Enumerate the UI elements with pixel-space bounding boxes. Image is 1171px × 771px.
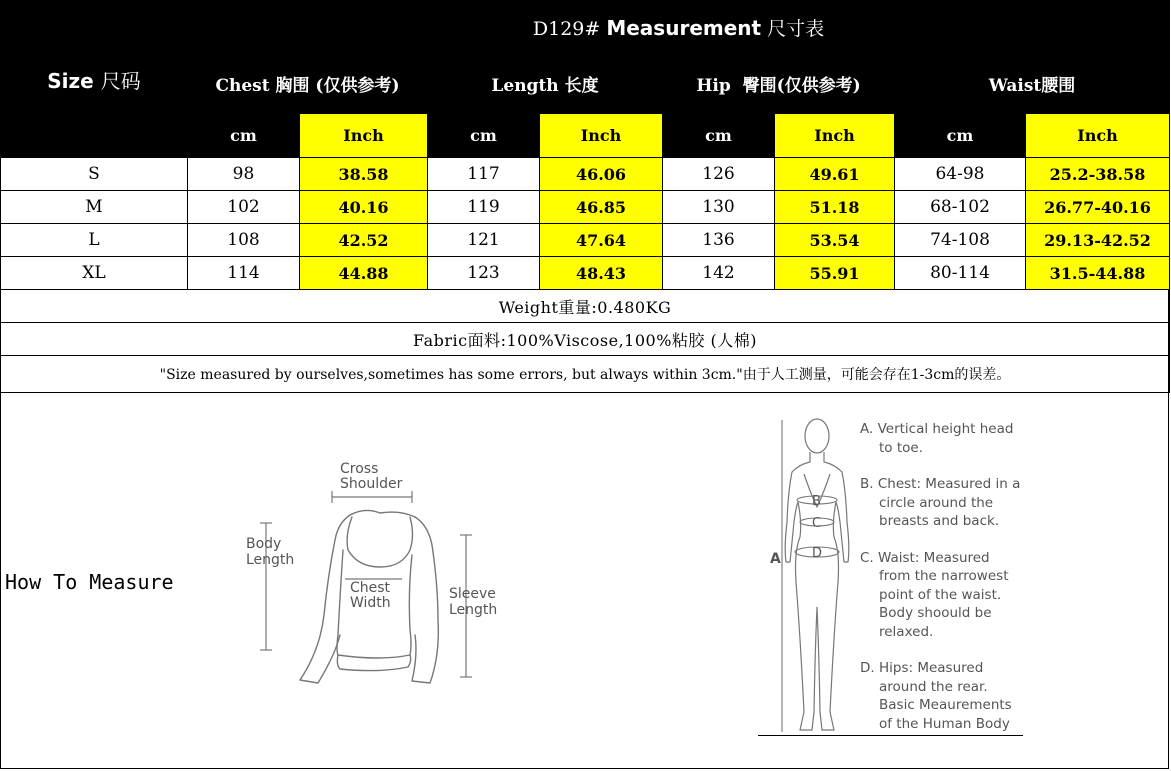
waist-inch-cell: 29.13-42.52 (1026, 224, 1170, 257)
chest-cm-header: cm (188, 114, 300, 158)
chart-title (188, 1, 1170, 54)
waist-inch-cell: 26.77-40.16 (1026, 191, 1170, 224)
size-column-header (1, 1, 188, 158)
hip-group-header: Hip 臀围(仅供参考) (663, 54, 895, 114)
chest-width-label: Chest (350, 580, 391, 596)
hip-inch-cell: 53.54 (775, 224, 895, 257)
length-inch-cell: 46.06 (540, 158, 663, 191)
table-row (1, 158, 1170, 191)
hip-inch-cell: 55.91 (775, 257, 895, 290)
table-row (1, 257, 1170, 290)
hip-inch-cell: 51.18 (775, 191, 895, 224)
waist-inch-header: Inch (1026, 114, 1170, 158)
chest-cm-cell: 98 (188, 158, 300, 191)
size-header-cn: 尺码 (100, 68, 141, 93)
waist-cm-cell: 64-98 (895, 158, 1026, 191)
legend-item-a (860, 420, 1050, 457)
length-inch-cell: 48.43 (540, 257, 663, 290)
garment-measure-diagram (240, 455, 510, 690)
chest-inch-cell: 44.88 (300, 257, 428, 290)
length-cm-cell: 117 (428, 158, 540, 191)
cross-shoulder-label-2: Shoulder (340, 476, 403, 492)
table-row (1, 191, 1170, 224)
size-cell: L (1, 224, 188, 257)
legend-body: relaxed. (879, 623, 934, 640)
legend-body: circle around the (879, 494, 994, 511)
legend-body: point of the waist. (879, 586, 1002, 603)
hip-cm-cell: 126 (663, 158, 775, 191)
length-cm-cell: 121 (428, 224, 540, 257)
legend-head: C. Waist: Measured (860, 549, 990, 566)
legend-item-d (860, 659, 1050, 733)
how-to-measure-label: How To Measure (5, 570, 174, 594)
table-row (1, 224, 1170, 257)
cross-shoulder-label: Cross (340, 461, 379, 477)
marker-d: D (812, 546, 823, 561)
legend-body: breasts and back. (879, 513, 1000, 529)
waist-cm-cell: 68-102 (895, 191, 1026, 224)
hip-cm-cell: 130 (663, 191, 775, 224)
waist-cm-cell: 74-108 (895, 224, 1026, 257)
measure-lines (782, 420, 839, 732)
body-measure-diagram (760, 412, 860, 742)
length-cm-cell: 119 (428, 191, 540, 224)
hip-cm-cell: 136 (663, 224, 775, 257)
legend-head: B. Chest: Measured in a (860, 476, 1021, 492)
legend-body: of the Human Body (879, 715, 1010, 732)
title-code: D129# (532, 17, 601, 40)
title-cn: 尺寸表 (767, 17, 825, 40)
chest-cm-cell: 108 (188, 224, 300, 257)
body-length-label-2: Length (246, 552, 295, 568)
chest-inch-cell: 40.16 (300, 191, 428, 224)
size-cell: XL (1, 257, 188, 290)
fabric-row: Fabric面料:100%Viscose,100%粘胶 (人棉) (1, 323, 1170, 356)
legend-head: D. Hips: Measured (860, 660, 984, 676)
legend-underline (758, 735, 1023, 736)
chest-width-label-2: Width (350, 595, 391, 611)
waist-inch-cell: 31.5-44.88 (1026, 257, 1170, 290)
hip-inch-header: Inch (775, 114, 895, 158)
length-inch-cell: 46.85 (540, 191, 663, 224)
legend-body: around the rear. (879, 678, 988, 695)
sleeve-length-label: Sleeve (449, 586, 496, 602)
sleeve-length-label-2: Length (449, 602, 498, 618)
waist-group-header: Waist腰围 (895, 54, 1170, 114)
hip-cm-cell: 142 (663, 257, 775, 290)
length-inch-cell: 47.64 (540, 224, 663, 257)
size-cell: S (1, 158, 188, 191)
legend-body: to toe. (879, 439, 923, 456)
size-header-en: Size (47, 68, 94, 93)
hip-cm-header: cm (663, 114, 775, 158)
waist-cm-header: cm (895, 114, 1026, 158)
legend-body: from the narrowest (879, 568, 1009, 584)
size-cell: M (1, 191, 188, 224)
weight-row: Weight重量:0.480KG (1, 290, 1170, 323)
body-length-label: Body (246, 536, 282, 552)
chest-inch-cell: 42.52 (300, 224, 428, 257)
human-figure-icon (785, 419, 849, 730)
chest-group-header: Chest 胸围 (仅供参考) (188, 54, 428, 114)
marker-c: C (812, 516, 822, 531)
legend-item-c (860, 549, 1050, 642)
chest-inch-header: Inch (300, 114, 428, 158)
legend-item-b (860, 475, 1050, 531)
waist-inch-cell: 25.2-38.58 (1026, 158, 1170, 191)
marker-a: A (770, 551, 781, 567)
chest-cm-cell: 102 (188, 191, 300, 224)
length-group-header: Length 长度 (428, 54, 663, 114)
legend-head: A. Vertical height head (860, 421, 1014, 437)
measurement-legend (860, 420, 1050, 751)
length-inch-header: Inch (540, 114, 663, 158)
hip-inch-cell: 49.61 (775, 158, 895, 191)
legend-body: Body shoould be (879, 605, 992, 621)
chest-inch-cell: 38.58 (300, 158, 428, 191)
measurement-note: "Size measured by ourselves,sometimes has some errors, but always within 3cm."由于人工测量，可能会存在1-3cm的误差。 (1, 356, 1170, 393)
waist-cm-cell: 80-114 (895, 257, 1026, 290)
length-cm-header: cm (428, 114, 540, 158)
chest-cm-cell: 114 (188, 257, 300, 290)
length-cm-cell: 123 (428, 257, 540, 290)
legend-body: Basic Meaurements (879, 697, 1012, 713)
marker-b: B (812, 494, 821, 509)
title-measurement: Measurement (606, 15, 762, 40)
